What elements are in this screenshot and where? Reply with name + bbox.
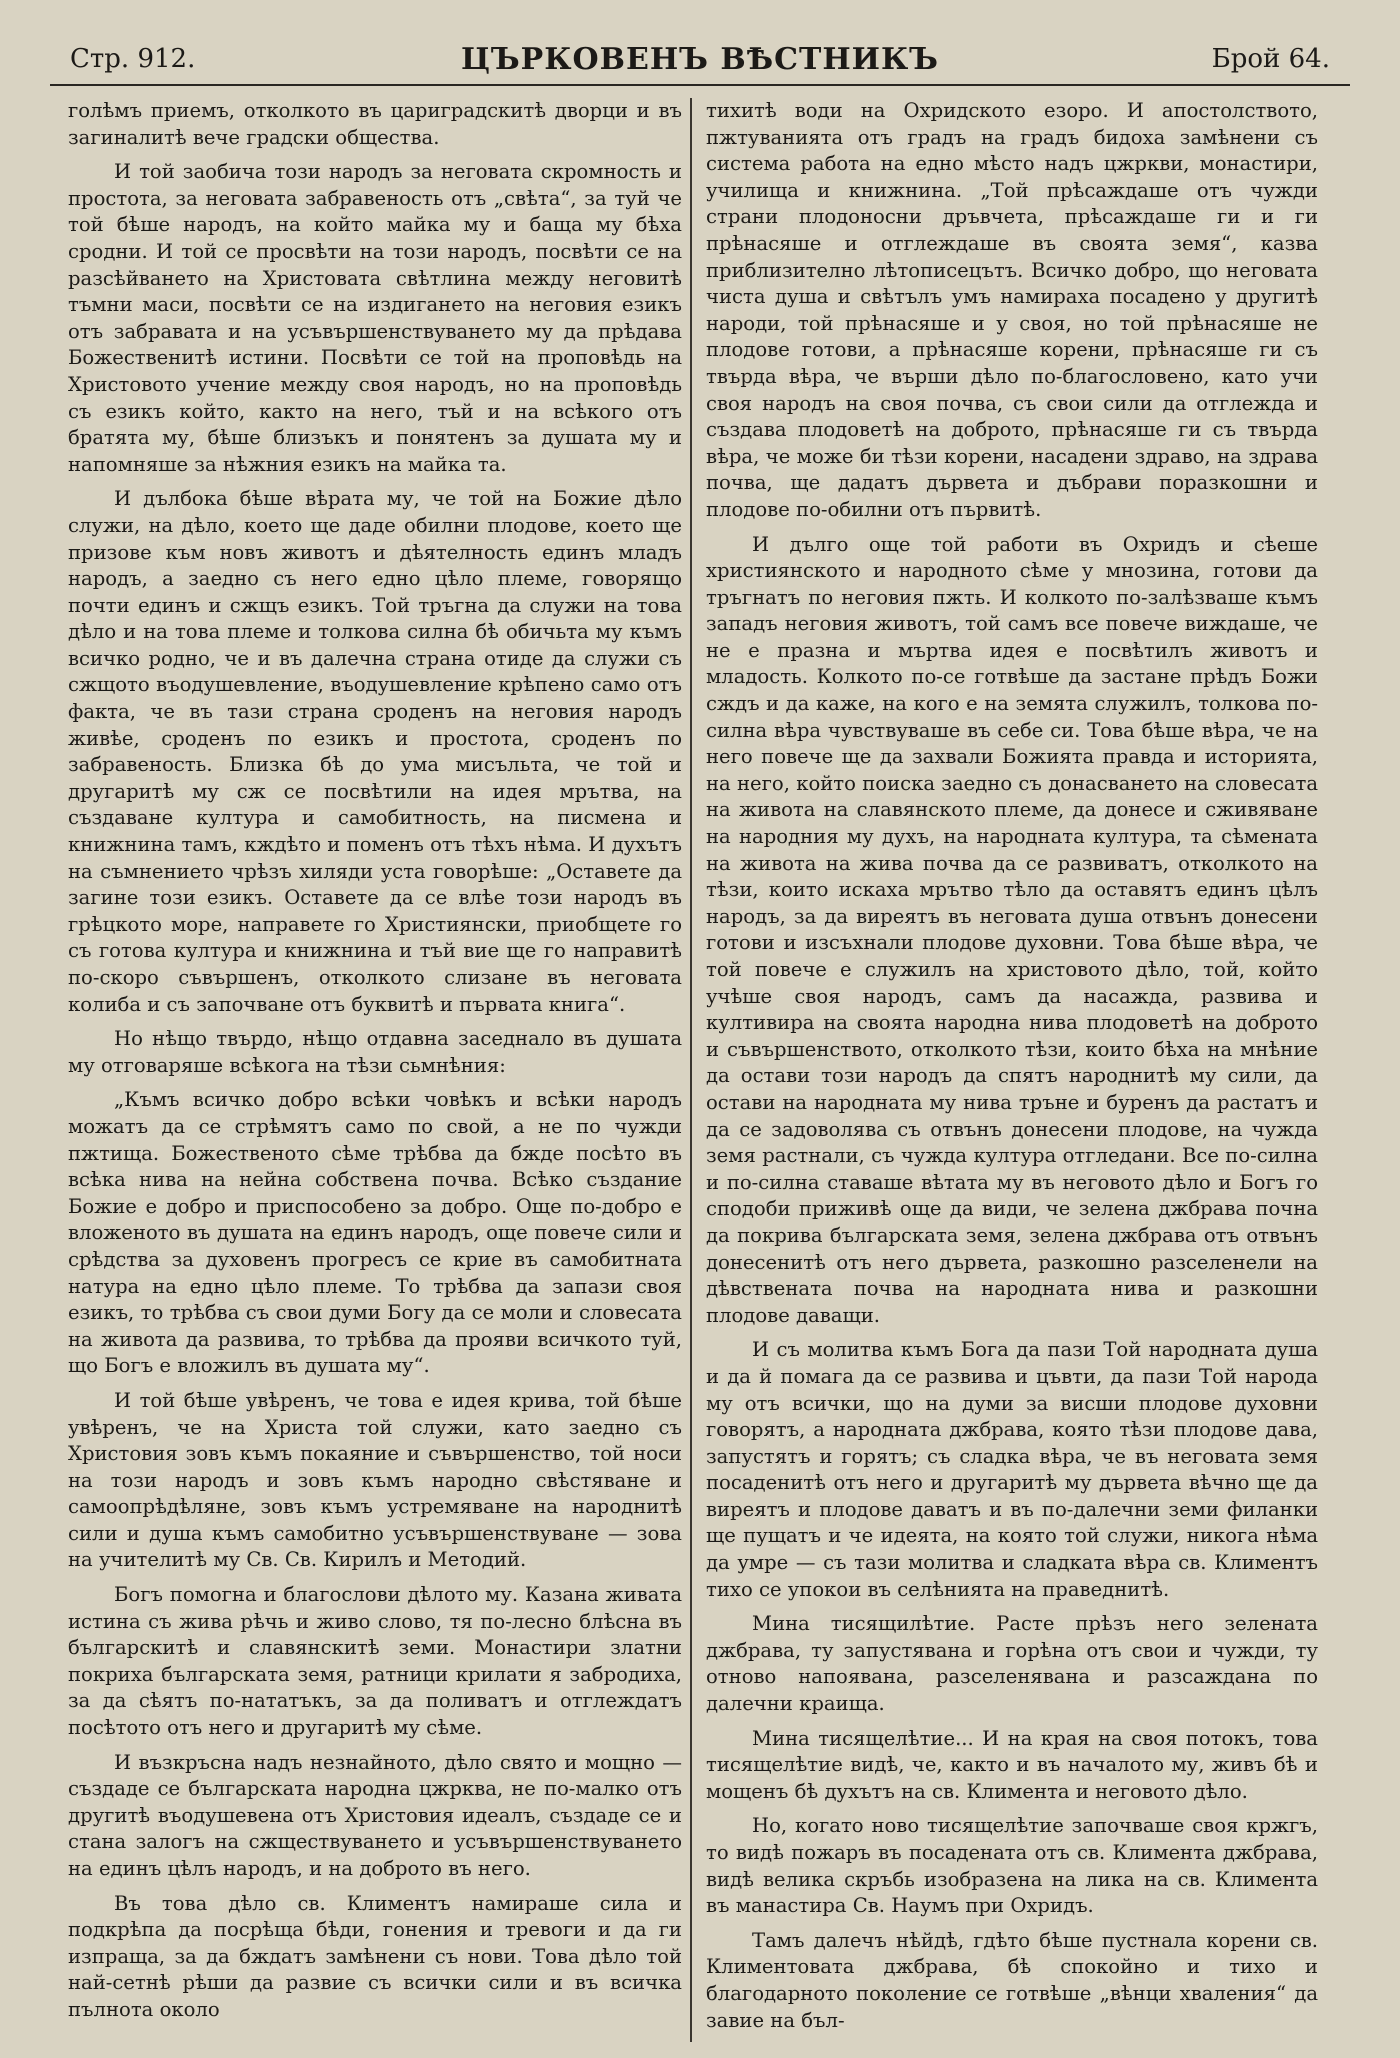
newspaper-title: ЦЪРКОВЕНЪ ВѢСТНИКЪ — [460, 42, 940, 77]
paragraph: Мина тисящилѣтие. Расте прѣзъ него зелената джбрава, ту запустявана и горѣна отъ свои и чужди, ту отново напоявана, разселенявана и разсаждана по далечни краища. — [706, 1612, 1318, 1716]
page-header — [50, 38, 1350, 86]
paragraph: И той бѣше увѣренъ, че това е идея крива, той бѣше увѣренъ, че на Христа той служи, като заедно съ Христовия зовъ къмъ покаяние и съвършенство, той носи на този народъ и зовъ къмъ народно свѣстяване и самоопрѣдѣляне, зовъ къмъ устремяване на народнитѣ сили и душа къмъ самобитно усъвършенствуване — зова на учителитѣ му Св. Св. Кирилъ и Методий. — [68, 1388, 682, 1572]
left-column — [40, 98, 690, 2042]
paragraph: Тамъ далечъ нѣйдѣ, гдѣто бѣше пустнала корени св. Климентовата джбрава, бѣ спокойно и тихо и благодарното поколение се готвѣше „вѣнци хваления“ да завие на бъл- — [706, 1928, 1318, 2032]
paragraph: И дълго още той работи въ Охридъ и сѣеше християнското и народното сѣме у мнозина, готови да тръгнатъ по неговия пжть. И колкото по-залѣзваше къмъ западъ неговия животъ, той самъ все повече виждаше, че не е празна и мъртва идея е посвѣтилъ животъ и младость. Колкото по-се готвѣше да застане прѣдъ Божи сждъ и да каже, на кого е на земята служилъ, толкова по-силна вѣра чувствуваше въ себе си. Това бѣше вѣра, че на него повече ще да захвали Божията правда и историята, на него, който поиска заедно съ донасването на словесата на живота на славянското племе, да донесе и сживяване на народния му духъ, на народната култура, та сѣмената на живота на жива почва да се развиватъ, отколкото на тѣзи, които искаха мрътво тѣло да оставятъ единъ цѣлъ народъ, за да виреятъ въ неговата душа отвънъ донесени готови и изсъхнали плодове духовни. Това бѣше вѣра, че той повече е служилъ на христовото дѣло, той, който учѣше своя народъ, самъ да насажда, развива и култивира на своята народна нива плодоветѣ на доброто и съвършенството, отколкото тѣзи, които бѣха на мнѣние да остави този народъ да спятъ народнитѣ му сили, да остави на народната му нива тръне и буренъ да растатъ и да се задоволява съ отвънъ донесени плодове, на чужда земя растнали, съ чужда култура отгледани. Все по-силна и по-силна ставаше вѣтата му въ неговото дѣло и Богъ го сподоби приживѣ още да види, че зелена джбрава почна да покрива българската земя, зелена джбрава отъ отвънъ донесенитѣ отъ него дървета, разкошно разселенели на дѣвствената почва на народната нива и разкошни плодове даващи. — [706, 532, 1318, 1327]
issue-number: Брой 64. — [1211, 44, 1330, 74]
paragraph: Богъ помогна и благослови дѣлото му. Казана живата истина съ жива рѣчь и живо слово, тя по-лесно блѣсна въ българскитѣ и славянскитѣ земи. Монастири златни покриха българската земя, ратници крилати я забродиха, за да сѣятъ по-нататъкъ, за да поливатъ и отглеждатъ посѣтото отъ него и другаритѣ му сѣме. — [68, 1583, 682, 1740]
paragraph: И съ молитва къмъ Бога да пази Той народната душа и да й помага да се развива и цъвти, да пази Той народа му отъ всички, що на думи за висши плодове духовни говорятъ, а народната джбрава, която тѣзи плодове дава, запустятъ и горятъ; съ сладка вѣра, че въ неговата земя посаденитѣ отъ него и другаритѣ му дървета вѣчно ще да виреятъ и плодове даватъ и въ по-далечни земи филанки ще пущатъ и че идеята, на която той служи, никога нѣма да умре — съ тази молитва и сладката вѣра св. Климентъ тихо се упокои въ селѣнията на праведнитѣ. — [706, 1338, 1318, 1601]
page-number: Стр. 912. — [70, 44, 196, 74]
paragraph: И той заобича този народъ за неговата скромность и простота, за неговата забравеность отъ „свѣта“, за туй че той бѣше народъ, на който майка му и баща му бѣха сродни. И той се просвѣти на този народъ, посвѣти се на разсѣйването на Христовата свѣтлина между неговитѣ тъмни маси, посвѣти се на издигането на неговия езикъ отъ забравата и на усъвършенствуването му да прѣдава Божественитѣ истини. Посвѣти се той на проповѣдь на Христовото учение между своя народъ, но на проповѣдь съ езикъ който, както на него, тъй и на всѣкого отъ братята му, бѣше близъкъ и понятенъ за душата му и напомняше за нѣжния езикъ на майка та. — [68, 160, 682, 476]
paragraph: И дълбока бѣше вѣрата му, че той на Божие дѣло служи, на дѣло, което ще даде обилни плодове, което ще призове към новъ животъ и дѣятелность единъ младъ народъ, а заедно съ него едно цѣло племе, говорящо почти единъ и сжщъ езикъ. Той тръгна да служи на това дѣло и на това племе и толкова силна бѣ обичьта му къмъ всичко родно, че и въ далечна страна отиде да служи съ сжщото въодушевление, въодушевление крѣпено само отъ факта, че въ тази страна сроденъ на неговия народъ живѣе, сроденъ по езикъ и простота, сроденъ по забравеность. Близка бѣ до ума мисъльта, че той и другаритѣ му сж се посвѣтили на идея мрътва, на създаване култура и самобитность, на писмена и книжнина тамъ, кждѣто и поменъ отъ тѣхъ нѣма. И духътъ на съмнението чрѣзъ хиляди уста говорѣше: „Оставете да загине този езикъ. Оставете да се влѣе този народъ въ грѣцкото море, направете го Християнски, приобщете го съ готова култура и книжнина и тъй вие ще го направитѣ по-скоро съвършенъ, отколкото слизане въ неговата колиба и съ започване отъ буквитѣ и първата книга“. — [68, 487, 682, 1016]
paragraph: голѣмъ приемъ, отколкото въ цариградскитѣ дворци и въ загиналитѣ вече градски общества. — [68, 99, 682, 149]
right-column — [690, 98, 1340, 2042]
paragraph: Но, когато ново тисящелѣтие започваше своя кржгъ, то видѣ пожаръ въ посадената отъ св. Климента джбрава, видѣ велика скръбь изобразена на лика на св. Климента въ манастира Св. Наумъ при Охридъ. — [706, 1814, 1318, 1918]
paragraph: тихитѣ води на Охридското езоро. И апостолството, пжтуванията отъ градъ на градъ бидоха замѣнени съ система работа на едно мѣсто надъ цжркви, монастири, училища и книжнина. „Той прѣсаждаше отъ чужди страни плодоносни дръвчета, прѣсаждаше ги и ги прѣнасяше и отглеждаше въ своята земя“, казва приблизително лѣтописецътъ. Всичко добро, що неговата чиста душа и свѣтълъ умъ намираха посадено у другитѣ народи, той прѣнасяше и у своя, но той прѣнасяше не плодове готови, а прѣнасяше корени, прѣнасяше ги съ твърда вѣра, че върши дѣло по-благословено, като учи своя народъ на своя почва, съ свои сили да отглежда и създава плодоветѣ на доброто, прѣнасяше ги съ твърда вѣра, че може би тѣзи корени, насадени здраво, на здрава почва, ще дадатъ дървета и дъбрави поразкошни и плодове по-обилни отъ първитѣ. — [706, 99, 1318, 521]
paragraph: Въ това дѣло св. Климентъ намираше сила и подкрѣпа да посрѣща бѣди, гонения и тревоги и да ги изпраща, за да бждатъ замѣнени съ нови. Това дѣло той най-сетнѣ рѣши да развие съ всички сили и въ всичка пълнота около — [68, 1891, 682, 2021]
paragraph: Мина тисящелѣтие... И на края на своя потокъ, това тисящелѣтие видѣ, че, както и въ началото му, живъ бѣ и мощенъ бѣ духътъ на св. Климента и неговото дѣло. — [706, 1726, 1318, 1803]
quote-paragraph: „Къмъ всичко добро всѣки човѣкъ и всѣки народъ можатъ да се стрѣмятъ само по свой, а не по чужди пжтища. Божественото сѣме трѣбва да бжде посѣто въ всѣка нива на нейна собствена почва. Всѣко създание Божие е добро и приспособено за добро. Още по-добро е вложеното въ душата на единъ народъ, още повече сили и срѣдства за духовенъ прогресъ се крие въ самобитната натура на едно цѣло племе. То трѣбва да запази своя езикъ, то трѣбва съ свои думи Богу да се моли и словесата на живота да развива, то трѣбва да прояви всичкото туй, що Богъ е вложилъ въ душата му“. — [68, 1088, 682, 1378]
paragraph: И възкръсна надъ незнайното, дѣло свято и мощно — създаде се българската народна цжрква, не по-малко отъ другитѣ въодушевена отъ Христовия идеалъ, създаде се и стана залогъ на сжществуването и усъвършенствуването на единъ цѣлъ народъ, и на доброто въ него. — [68, 1750, 682, 1880]
article-columns — [40, 98, 1360, 2042]
paragraph: Но нѣщо твърдо, нѣщо отдавна заседнало въ душата му отговаряше всѣкога на тѣзи сьмнѣния: — [68, 1027, 682, 1077]
